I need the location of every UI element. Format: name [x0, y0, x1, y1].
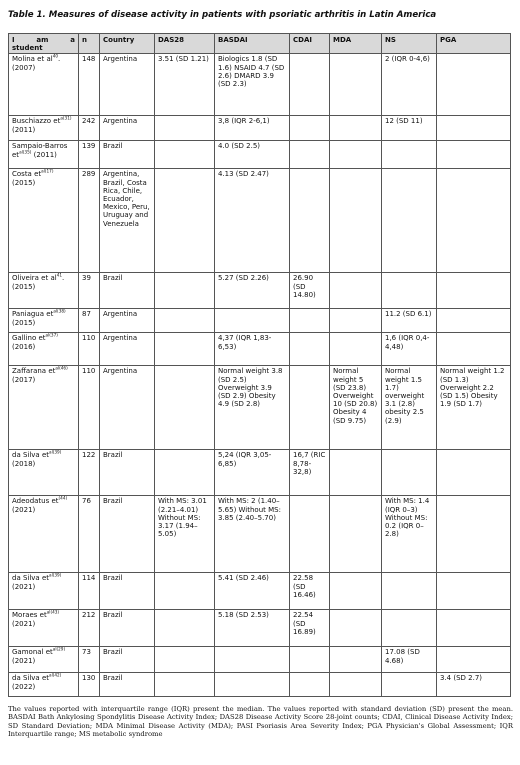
cell-n: 139 — [79, 141, 100, 169]
col-header-cdai: CDAI — [290, 34, 330, 54]
cell-country: Argentina — [100, 309, 155, 333]
cell-pga — [437, 333, 511, 366]
study-author: Molina et al — [12, 55, 53, 64]
cell-basdai: 4,37 (IQR 1,83-6,53) — [215, 333, 290, 366]
table-row — [9, 573, 511, 610]
cell-das28 — [155, 116, 215, 141]
cell-study — [9, 141, 79, 169]
cell-mda — [330, 496, 382, 573]
cell-cdai — [290, 54, 330, 116]
cell-n: 39 — [79, 273, 100, 309]
table-body — [9, 54, 511, 697]
table-row — [9, 647, 511, 673]
col-header-student — [9, 34, 79, 54]
cell-ns — [382, 673, 437, 697]
cell-study — [9, 496, 79, 573]
cell-pga — [437, 169, 511, 273]
cell-country: Brazil — [100, 496, 155, 573]
study-year: (2022) — [12, 682, 36, 691]
cell-cdai — [290, 309, 330, 333]
study-ref: (44) — [58, 496, 68, 502]
cell-study — [9, 116, 79, 141]
cell-mda — [330, 450, 382, 496]
cell-country: Argentina — [100, 116, 155, 141]
cell-study — [9, 273, 79, 309]
cell-country: Argentina, Brazil, Costa Rica, Chile, Ecuador, Mexico, Peru, Uruguay and Venezuela — [100, 169, 155, 273]
study-author: Sampaio-Barros et — [12, 142, 68, 159]
cell-country: Brazil — [100, 273, 155, 309]
cell-mda — [330, 333, 382, 366]
table-row — [9, 141, 511, 169]
cell-ns: 2 (IQR 0-4,6) — [382, 54, 437, 116]
study-year: . (2007) — [12, 55, 61, 72]
table-row — [9, 610, 511, 647]
cell-study — [9, 54, 79, 116]
cell-das28 — [155, 450, 215, 496]
cell-pga — [437, 573, 511, 610]
study-ref: al(39) — [49, 573, 62, 579]
cell-basdai: Normal weight 3.8 (SD 2.5) Overweight 3.9 (SD 2.9) Obesity 4.9 (SD 2.8) — [215, 366, 290, 450]
study-ref: al(35) — [19, 149, 32, 155]
cell-country: Brazil — [100, 141, 155, 169]
cell-n: 76 — [79, 496, 100, 573]
cell-pga: 3.4 (SD 2.7) — [437, 673, 511, 697]
cell-cdai: 16,7 (RIC 8,78-32,8) — [290, 450, 330, 496]
cell-study — [9, 673, 79, 697]
cell-country: Argentina — [100, 54, 155, 116]
col-header-pga: PGA — [437, 34, 511, 54]
cell-ns: 17.08 (SD 4.68) — [382, 647, 437, 673]
study-year: (2011) — [12, 125, 36, 134]
study-ref: a(31) — [60, 116, 72, 122]
cell-cdai — [290, 673, 330, 697]
study-year: (2011) — [33, 150, 57, 159]
study-year: (2021) — [12, 656, 36, 665]
cell-n: 289 — [79, 169, 100, 273]
cell-ns — [382, 273, 437, 309]
table-header-row — [9, 34, 511, 54]
table-row — [9, 496, 511, 573]
cell-mda — [330, 309, 382, 333]
cell-mda — [330, 141, 382, 169]
table-row — [9, 54, 511, 116]
cell-n: 114 — [79, 573, 100, 610]
footnote-text: The values reported with interquartile range (IQR) present the median. The values reported with standard deviation (SD) present the mean. BASDAI Bath Ankylosing Spondylitis Disease Activity Index; DAS28 Disease Activity Score 28-joint counts; CDAI, Clinical Disease Activity Index; SD Standard Deviation; MDA Minimal Disease Activity (MDA); PASI Psoriasis Area Severity Index; PGA Physician's Global Assessment; IQR Interquartile range; MS metabolic syndrome — [8, 705, 513, 739]
cell-country: Argentina — [100, 366, 155, 450]
cell-cdai — [290, 141, 330, 169]
col-header-das28: DAS28 — [155, 34, 215, 54]
study-year: (2021) — [12, 582, 36, 591]
cell-basdai — [215, 673, 290, 697]
study-author: Moraes et — [12, 611, 47, 620]
cell-das28 — [155, 673, 215, 697]
cell-study — [9, 647, 79, 673]
study-author: da Silva et — [12, 451, 49, 460]
cell-das28 — [155, 169, 215, 273]
cell-pga — [437, 450, 511, 496]
cell-das28 — [155, 573, 215, 610]
cell-mda — [330, 54, 382, 116]
cell-study — [9, 573, 79, 610]
cell-ns — [382, 610, 437, 647]
cell-n: 242 — [79, 116, 100, 141]
cell-cdai: 26.90 (SD 14.80) — [290, 273, 330, 309]
cell-basdai: 5.27 (SD 2.26) — [215, 273, 290, 309]
cell-pga — [437, 647, 511, 673]
cell-das28 — [155, 273, 215, 309]
cell-basdai: With MS: 2 (1.40–5.65) Without MS: 3.85 (2.40–5.70) — [215, 496, 290, 573]
study-year: (2015) — [12, 178, 36, 187]
cell-pga: Normal weight 1.2 (SD 1.3) Overweight 2.2 (SD 1.5) Obesity 1.9 (SD 1.7) — [437, 366, 511, 450]
cell-cdai — [290, 366, 330, 450]
cell-das28 — [155, 647, 215, 673]
study-year: (2016) — [12, 342, 36, 351]
study-author: Adeodatus et — [12, 497, 59, 506]
cell-mda: Normal weight 5 (SD 23.8) Overweight 10 (SD 20.8) Obesity 4 (SD 9.75) — [330, 366, 382, 450]
col-header-basdai: BASDAI — [215, 34, 290, 54]
study-author: Oliveira et al — [12, 274, 57, 283]
study-ref: al(43) — [46, 610, 60, 616]
cell-n: 130 — [79, 673, 100, 697]
study-ref: al(42) — [49, 673, 62, 679]
col-header-country: Country — [100, 34, 155, 54]
cell-pga — [437, 54, 511, 116]
cell-n: 73 — [79, 647, 100, 673]
study-ref: al(38) — [53, 309, 66, 315]
cell-country: Brazil — [100, 647, 155, 673]
cell-mda — [330, 116, 382, 141]
cell-study — [9, 366, 79, 450]
cell-n: 110 — [79, 366, 100, 450]
cell-basdai: Biologics 1.8 (SD 1.6) NSAID 4.7 (SD 2.6) DMARD 3.9 (SD 2.3) — [215, 54, 290, 116]
study-author: Paniagua et — [12, 310, 54, 319]
cell-cdai — [290, 333, 330, 366]
cell-n: 87 — [79, 309, 100, 333]
cell-study — [9, 610, 79, 647]
cell-ns: 1,6 (IQR 0,4-4,48) — [382, 333, 437, 366]
cell-cdai — [290, 496, 330, 573]
col-header-n: n — [79, 34, 100, 54]
cell-ns: 11.2 (SD 6.1) — [382, 309, 437, 333]
table-row — [9, 450, 511, 496]
cell-ns: 12 (SD 11) — [382, 116, 437, 141]
cell-pga — [437, 141, 511, 169]
cell-pga — [437, 273, 511, 309]
study-year: (2015) — [12, 318, 36, 327]
cell-pga — [437, 309, 511, 333]
cell-n: 212 — [79, 610, 100, 647]
table-footnote — [8, 705, 513, 739]
cell-study — [9, 333, 79, 366]
cell-das28 — [155, 309, 215, 333]
cell-country: Brazil — [100, 573, 155, 610]
cell-study — [9, 169, 79, 273]
study-ref: 41 — [56, 273, 63, 279]
study-year: (2021) — [12, 619, 36, 628]
cell-study — [9, 450, 79, 496]
cell-country: Brazil — [100, 673, 155, 697]
col-header-ns: NS — [382, 34, 437, 54]
cell-mda — [330, 673, 382, 697]
cell-pga — [437, 496, 511, 573]
cell-country: Argentina — [100, 333, 155, 366]
study-year: (2017) — [12, 375, 36, 384]
cell-cdai — [290, 116, 330, 141]
cell-ns — [382, 169, 437, 273]
cell-pga — [437, 610, 511, 647]
cell-study — [9, 309, 79, 333]
cell-das28 — [155, 333, 215, 366]
study-ref: al(17) — [41, 169, 54, 175]
cell-n: 122 — [79, 450, 100, 496]
cell-cdai: 22.54 (SD 16.89) — [290, 610, 330, 647]
cell-basdai: 5.18 (SD 2.53) — [215, 610, 290, 647]
cell-das28 — [155, 610, 215, 647]
cell-n: 110 — [79, 333, 100, 366]
study-author: Gallino et — [12, 334, 46, 343]
cell-country: Brazil — [100, 450, 155, 496]
study-year: . (2015) — [12, 274, 65, 291]
table-row — [9, 309, 511, 333]
cell-mda — [330, 573, 382, 610]
study-author: Costa et — [12, 170, 42, 179]
cell-das28: With MS: 3.01 (2.21–4.01) Without MS: 3.17 (1.94–5.05) — [155, 496, 215, 573]
cell-mda — [330, 647, 382, 673]
cell-ns: Normal weight 1.5 1.7) overweight 3.1 (2.8) obesity 2.5 (2.9) — [382, 366, 437, 450]
study-year: (2018) — [12, 459, 36, 468]
cell-country: Brazil — [100, 610, 155, 647]
study-author: Buschiazzo et — [12, 117, 61, 126]
cell-basdai: 5,24 (IQR 3,05-6,85) — [215, 450, 290, 496]
study-author: da Silva et — [12, 574, 49, 583]
cell-cdai — [290, 169, 330, 273]
cell-ns — [382, 450, 437, 496]
study-ref: al(46) — [55, 366, 68, 372]
cell-cdai: 22.58 (SD 16.46) — [290, 573, 330, 610]
study-author: da Silva et — [12, 674, 49, 683]
table-row — [9, 169, 511, 273]
table-row — [9, 333, 511, 366]
cell-cdai — [290, 647, 330, 673]
cell-das28 — [155, 366, 215, 450]
study-author: Zaffarana et — [12, 367, 56, 376]
table-title: Table 1. Measures of disease activity in patients with psoriatic arthritis in Latin America — [8, 10, 437, 20]
cell-basdai: 3,8 (IQR 2-6,1) — [215, 116, 290, 141]
study-author: Gamonal et — [12, 648, 53, 657]
cell-das28 — [155, 141, 215, 169]
cell-basdai: 4.0 (SD 2.5) — [215, 141, 290, 169]
cell-mda — [330, 169, 382, 273]
col-header-student-line1: I am a — [12, 36, 75, 44]
table-row — [9, 673, 511, 697]
table-row — [9, 273, 511, 309]
col-header-mda: MDA — [330, 34, 382, 54]
cell-basdai: 4.13 (SD 2.47) — [215, 169, 290, 273]
study-ref: al(37) — [45, 333, 58, 339]
study-ref: al(39) — [49, 450, 62, 456]
table-row — [9, 366, 511, 450]
study-year: (2021) — [12, 505, 36, 514]
cell-das28: 3.51 (SD 1.21) — [155, 54, 215, 116]
cell-pga — [437, 116, 511, 141]
cell-n: 148 — [79, 54, 100, 116]
cell-basdai: 5.41 (SD 2.46) — [215, 573, 290, 610]
cell-ns — [382, 141, 437, 169]
cell-ns — [382, 573, 437, 610]
study-ref: al(29) — [52, 647, 66, 653]
cell-mda — [330, 273, 382, 309]
cell-basdai — [215, 647, 290, 673]
disease-activity-table — [8, 33, 511, 697]
cell-ns: With MS: 1.4 (IQR 0–3) Without MS: 0.2 (IQR 0–2.8) — [382, 496, 437, 573]
study-ref: 40 — [52, 54, 59, 60]
table-row — [9, 116, 511, 141]
cell-basdai — [215, 309, 290, 333]
col-header-student-line2: student — [12, 44, 43, 53]
cell-mda — [330, 610, 382, 647]
